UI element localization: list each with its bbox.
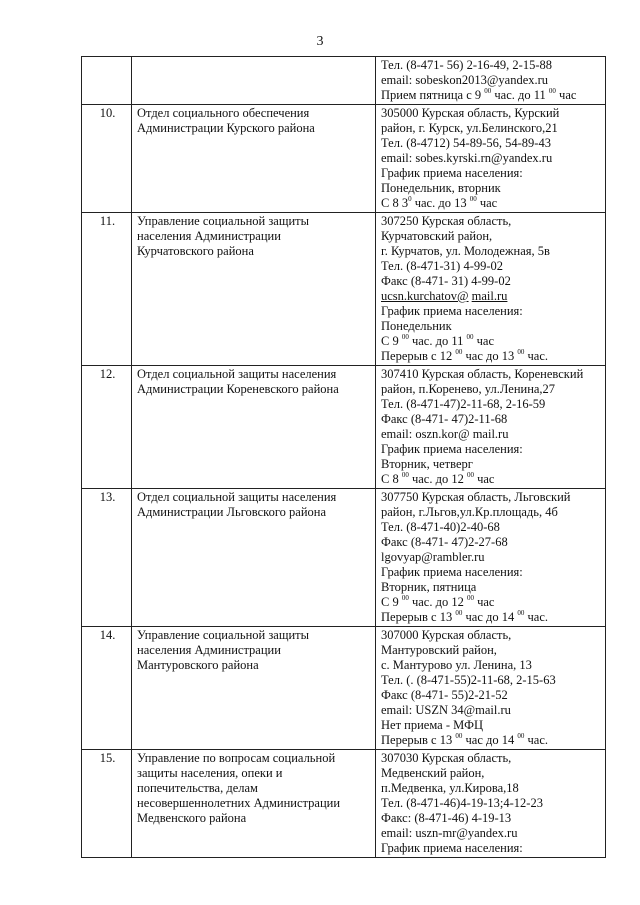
contact-line <box>381 412 602 427</box>
contact-text: Понедельник, вторник <box>381 181 501 195</box>
contact-text: Факс (8-471- 47)2-11-68 <box>381 412 508 426</box>
contact-line <box>381 718 602 733</box>
contact-line <box>381 367 602 382</box>
contact-line <box>381 166 602 181</box>
contact-text: район, г. Курск, ул.Белинского,21 <box>381 121 558 135</box>
contact-text: 307750 Курская область, Льговский <box>381 490 571 504</box>
contact-text: ucsn.kurchatov@ <box>381 289 469 303</box>
superscript-minutes: 00 <box>517 348 525 356</box>
row-number: 14. <box>82 627 132 750</box>
contact-text: час. до 11 <box>491 88 549 102</box>
table-row <box>82 366 606 489</box>
contact-text: Прием пятница с 9 <box>381 88 485 102</box>
row-number: 12. <box>82 366 132 489</box>
organization-name-line: Администрации Льговского района <box>137 505 326 519</box>
contact-text: График приема населения: <box>381 166 523 180</box>
contact-line <box>381 766 602 781</box>
organization-name <box>132 627 376 750</box>
contact-details <box>376 627 606 750</box>
organization-name <box>132 57 376 105</box>
contact-line <box>381 88 602 103</box>
contact-text: email: USZN 34@mail.ru <box>381 703 511 717</box>
contact-text: График приема населения: <box>381 841 523 855</box>
contact-details <box>376 750 606 858</box>
contact-line <box>381 688 602 703</box>
contact-text: Факс (8-471- 31) 4-99-02 <box>381 274 511 288</box>
contact-line <box>381 427 602 442</box>
contact-line <box>381 106 602 121</box>
contact-line <box>381 841 602 856</box>
organization-name <box>132 750 376 858</box>
contact-text: Медвенский район, <box>381 766 485 780</box>
contact-line <box>381 349 602 364</box>
contact-line <box>381 595 602 610</box>
superscript-minutes: 00 <box>401 471 409 479</box>
contact-line <box>381 550 602 565</box>
contact-text: Тел. (8-471-46)4-19-13;4-12-23 <box>381 796 543 810</box>
contact-text: Вторник, пятница <box>381 580 477 594</box>
contact-text: час <box>476 196 498 210</box>
contact-text: час <box>555 88 577 102</box>
contact-text: Факс (8-471- 55)2-21-52 <box>381 688 508 702</box>
organization-name-line: Отдел социальной защиты населения <box>137 490 337 504</box>
contact-text: Мантуровский район, <box>381 643 497 657</box>
organization-name-line: Курчатовского района <box>137 244 254 258</box>
contact-line <box>381 703 602 718</box>
contact-details <box>376 57 606 105</box>
organization-name-line: Медвенского района <box>137 811 247 825</box>
contact-text: email: sobes.kyrski.rn@yandex.ru <box>381 151 553 165</box>
contact-text: Понедельник <box>381 319 452 333</box>
contact-text: час <box>473 334 495 348</box>
contact-line <box>381 781 602 796</box>
contact-line <box>381 658 602 673</box>
contact-text: Перерыв с 13 <box>381 733 456 747</box>
contact-line <box>381 289 602 304</box>
superscript-minutes: 00 <box>455 609 463 617</box>
contact-line <box>381 826 602 841</box>
contact-line <box>381 580 602 595</box>
contact-line <box>381 274 602 289</box>
organization-name <box>132 489 376 627</box>
contact-text: г. Курчатов, ул. Молодежная, 5в <box>381 244 550 258</box>
contact-line <box>381 457 602 472</box>
superscript-minutes: 00 <box>466 333 474 341</box>
contact-text: email: uszn-mr@yandex.ru <box>381 826 518 840</box>
contact-text: Тел. (. (8-471-55)2-11-68, 2-15-63 <box>381 673 556 687</box>
contact-text: Тел. (8-471-31) 4-99-02 <box>381 259 504 273</box>
organization-name-line: населения Администрации <box>137 229 281 243</box>
contacts-table-body <box>82 57 606 858</box>
organization-name-line: Управление по вопросам социальной <box>137 751 336 765</box>
contact-text: 307030 Курская область, <box>381 751 512 765</box>
superscript-minutes: 00 <box>469 195 477 203</box>
contact-text: район, г.Льгов,ул.Кр.площадь, 4б <box>381 505 558 519</box>
contact-text: Тел. (8-471-47)2-11-68, 2-16-59 <box>381 397 546 411</box>
organization-name-line: Мантуровского района <box>137 658 259 672</box>
organization-name-line: Управление социальной защиты <box>137 214 310 228</box>
contact-text: mail.ru <box>471 289 508 303</box>
contact-text: час до 14 <box>462 733 518 747</box>
contact-text: Вторник, четверг <box>381 457 473 471</box>
contact-text: Нет приема - МФЦ <box>381 718 483 732</box>
contact-text: Факс: (8-471-46) 4-19-13 <box>381 811 512 825</box>
contact-line <box>381 643 602 658</box>
table-row <box>82 627 606 750</box>
contact-details <box>376 366 606 489</box>
contact-text: График приема населения: <box>381 442 523 456</box>
organization-name-line: Администрации Кореневского района <box>137 382 339 396</box>
table-row <box>82 489 606 627</box>
contact-text: час. <box>524 733 548 747</box>
organization-name-line: несовершеннолетних Администрации <box>137 796 341 810</box>
superscript-minutes: 00 <box>455 348 463 356</box>
row-number: 13. <box>82 489 132 627</box>
contact-line <box>381 73 602 88</box>
organization-name-line: защиты населения, опеки и <box>137 766 283 780</box>
contact-text: час. <box>524 349 548 363</box>
contact-line <box>381 490 602 505</box>
contact-text: час. до 12 <box>408 472 467 486</box>
contact-text: час <box>473 472 495 486</box>
contact-text: час. до 11 <box>408 334 467 348</box>
row-number: 11. <box>82 213 132 366</box>
contact-text: 305000 Курская область, Курский <box>381 106 560 120</box>
contact-line <box>381 334 602 349</box>
contact-line <box>381 136 602 151</box>
contact-line <box>381 505 602 520</box>
contact-text: Тел. (8-471-40)2-40-68 <box>381 520 500 534</box>
contact-text: час. до 12 <box>408 595 467 609</box>
contact-text: Перерыв с 13 <box>381 610 456 624</box>
contact-text: с. Мантурово ул. Ленина, 13 <box>381 658 532 672</box>
contact-text: Тел. (8-4712) 54-89-56, 54-89-43 <box>381 136 551 150</box>
organization-name-line: Отдел социальной защиты населения <box>137 367 337 381</box>
contact-line <box>381 628 602 643</box>
contact-text: час до 14 <box>462 610 518 624</box>
organization-name-line: Администрации Курского района <box>137 121 315 135</box>
contact-text: час. до 13 <box>411 196 470 210</box>
contact-line <box>381 319 602 334</box>
contact-text: Тел. (8-471- 56) 2-16-49, 2-15-88 <box>381 58 552 72</box>
superscript-minutes: 00 <box>517 609 525 617</box>
superscript-minutes: 00 <box>401 594 409 602</box>
contact-text: п.Медвенка, ул.Кирова,18 <box>381 781 519 795</box>
organization-name <box>132 213 376 366</box>
contact-line <box>381 214 602 229</box>
superscript-minutes: 0 <box>408 195 412 203</box>
contact-text: Факс (8-471- 47)2-27-68 <box>381 535 508 549</box>
contact-line <box>381 565 602 580</box>
contacts-table <box>81 56 606 858</box>
contact-text: час. <box>524 610 548 624</box>
contact-line <box>381 673 602 688</box>
contact-line <box>381 244 602 259</box>
superscript-minutes: 00 <box>455 732 463 740</box>
contact-text: район, п.Коренево, ул.Ленина,27 <box>381 382 556 396</box>
contact-line <box>381 196 602 211</box>
superscript-minutes: 00 <box>401 333 409 341</box>
contact-line <box>381 121 602 136</box>
superscript-minutes: 00 <box>466 471 474 479</box>
superscript-minutes: 00 <box>484 87 492 95</box>
organization-name-line: населения Администрации <box>137 643 281 657</box>
superscript-minutes: 00 <box>466 594 474 602</box>
contact-details <box>376 489 606 627</box>
table-row <box>82 57 606 105</box>
contact-line <box>381 151 602 166</box>
row-number: 15. <box>82 750 132 858</box>
contact-text: 307410 Курская область, Кореневский <box>381 367 584 381</box>
contact-line <box>381 181 602 196</box>
contact-text: Курчатовский район, <box>381 229 493 243</box>
contact-text: час до 13 <box>462 349 518 363</box>
row-number <box>82 57 132 105</box>
organization-name-line: Управление социальной защиты <box>137 628 310 642</box>
organization-name-line: Отдел социального обеспечения <box>137 106 310 120</box>
table-row <box>82 105 606 213</box>
contact-line <box>381 535 602 550</box>
contact-line <box>381 796 602 811</box>
contact-text: email: sobeskon2013@yandex.ru <box>381 73 549 87</box>
table-row <box>82 750 606 858</box>
contact-line <box>381 58 602 73</box>
row-number: 10. <box>82 105 132 213</box>
organization-name <box>132 105 376 213</box>
contact-line <box>381 259 602 274</box>
page-number: 3 <box>316 34 324 49</box>
contact-text: email: oszn.kor@ mail.ru <box>381 427 509 441</box>
contact-text: 307250 Курская область, <box>381 214 512 228</box>
contact-text: час <box>473 595 495 609</box>
contact-line <box>381 733 602 748</box>
organization-name <box>132 366 376 489</box>
contact-text: Перерыв с 12 <box>381 349 456 363</box>
contact-text: С 8 <box>381 472 402 486</box>
contact-text: С 9 <box>381 595 402 609</box>
contact-line <box>381 229 602 244</box>
contact-line <box>381 382 602 397</box>
contact-line <box>381 811 602 826</box>
contact-text: График приема населения: <box>381 304 523 318</box>
contact-line <box>381 442 602 457</box>
superscript-minutes: 00 <box>517 732 525 740</box>
table-row <box>82 213 606 366</box>
contact-line <box>381 610 602 625</box>
contact-line <box>381 751 602 766</box>
contact-line <box>381 304 602 319</box>
contact-text: 307000 Курская область, <box>381 628 512 642</box>
contact-text: lgovyap@rambler.ru <box>381 550 485 564</box>
contact-text: С 9 <box>381 334 402 348</box>
contact-line <box>381 397 602 412</box>
organization-name-line: попечительства, делам <box>137 781 258 795</box>
contact-details <box>376 213 606 366</box>
contact-text: График приема населения: <box>381 565 523 579</box>
contact-line <box>381 472 602 487</box>
contact-line <box>381 520 602 535</box>
superscript-minutes: 00 <box>548 87 556 95</box>
contact-text: С 8 3 <box>381 196 409 210</box>
contact-details <box>376 105 606 213</box>
